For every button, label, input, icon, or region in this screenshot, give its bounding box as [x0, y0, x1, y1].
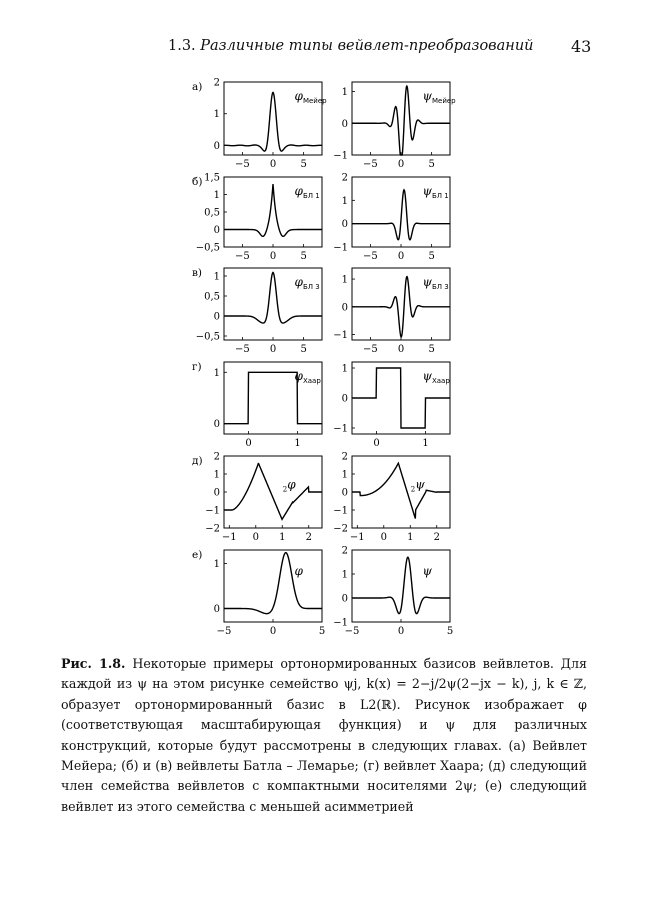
x-tick-label: −5 [363, 159, 378, 170]
row-label: е) [192, 549, 203, 561]
x-tick-label: 5 [428, 344, 435, 355]
plot-panel [333, 268, 450, 355]
y-tick-label: −1 [333, 242, 348, 254]
plot-panel [214, 362, 322, 449]
plot-panel [214, 78, 328, 171]
y-tick-label: 1 [341, 195, 348, 207]
wavelet-curve [224, 553, 322, 614]
plot-frame [224, 550, 322, 622]
x-tick-label: 5 [318, 626, 326, 637]
function-label: $\varphi_{Хаар}$ [294, 369, 321, 385]
x-tick-label: 0 [397, 159, 405, 170]
function-label: $\psi_{Мейер}$ [422, 89, 456, 105]
function-label: $\varphi_{БЛ 1}$ [294, 184, 320, 200]
x-tick-label: 1 [407, 532, 414, 543]
y-tick-label: −1 [333, 617, 348, 629]
row-label: б) [192, 176, 203, 188]
y-tick-label: 1,5 [204, 172, 220, 184]
x-tick-label: 5 [428, 251, 435, 262]
plot-panel [205, 452, 322, 544]
plot-frame [352, 82, 450, 155]
y-tick-label: 2 [341, 172, 348, 184]
x-tick-label: −5 [235, 344, 250, 355]
x-tick-label: 5 [300, 344, 307, 355]
y-tick-label: 0,5 [204, 291, 220, 303]
y-tick-label: 1 [213, 109, 220, 121]
x-tick-label: 0 [397, 626, 405, 637]
y-tick-label: 0 [341, 219, 348, 231]
x-tick-label: 5 [300, 159, 307, 170]
function-label: $_2$φ [282, 477, 296, 494]
wavelet-curve [352, 463, 450, 518]
caption-label: Рис. 1.8. [61, 656, 126, 671]
caption-text: Некоторые примеры ортонормированных базисов вейвлетов. Для каждой из ψ на этом рисунке семейство ψj, k(x) = 2−j/2ψ(2−jx − k), j, k ∈ ℤ, образует ортонормированный базис в L2(ℝ). Рисунок изображает φ (соответствующая масштабирующая функция) и ψ для различных конструкций, которые будут рассмотрены в следующих главах. (а) Вейвлет Мейера; (б) и (в) вейвлеты Батла – Лемарье; (г) вейвлет Хаара; (д) следующий член семейства вейвлетов с компактными носителями 2ψ; (е) следующий вейвлет из этого семейства с меньшей асимметрией [61, 656, 587, 814]
y-tick-label: −1 [333, 329, 348, 341]
x-tick-label: 0 [380, 532, 387, 543]
plot-panel [333, 82, 456, 170]
y-tick-label: −1 [333, 150, 348, 162]
y-tick-label: 2 [213, 77, 220, 89]
y-tick-label: −2 [333, 523, 348, 535]
x-tick-label: 0 [269, 159, 277, 170]
x-tick-label: 5 [428, 159, 435, 170]
y-tick-label: 1 [213, 271, 220, 283]
y-tick-label: −0,5 [195, 331, 220, 343]
y-tick-label: −0,5 [195, 242, 220, 254]
row-label: а) [192, 81, 203, 93]
function-label: ψ [422, 564, 432, 579]
plot-panel [333, 452, 450, 544]
wavelet-curve [352, 557, 450, 613]
plot-panel [333, 546, 453, 638]
y-tick-label: 1 [213, 469, 220, 481]
x-tick-label: 1 [294, 438, 301, 449]
y-tick-label: −1 [333, 505, 348, 517]
x-tick-label: −1 [349, 532, 365, 543]
x-tick-label: 1 [422, 438, 429, 449]
function-label: $\psi_{БЛ 3}$ [422, 275, 449, 291]
x-tick-label: 0 [245, 438, 252, 449]
x-tick-label: −5 [235, 251, 250, 262]
y-tick-label: −1 [205, 505, 220, 517]
plot-panel [333, 173, 450, 263]
row-label: д) [192, 455, 203, 467]
y-tick-label: −2 [205, 523, 220, 535]
y-tick-label: 0 [213, 419, 220, 431]
plot-frame [224, 456, 322, 528]
x-tick-label: 0 [269, 251, 277, 262]
plot-panel [214, 550, 326, 637]
row-label: г) [192, 361, 202, 373]
function-label: $\psi_{Хаар}$ [422, 369, 450, 385]
plot-frame [224, 268, 322, 340]
x-tick-label: −5 [363, 344, 378, 355]
x-tick-label: −5 [363, 251, 378, 262]
y-tick-label: 0 [341, 393, 348, 405]
wavelet-curve [224, 464, 322, 520]
plot-panel [333, 362, 450, 449]
section-title: Различные типы вейвлет-преобразований [200, 38, 534, 54]
y-tick-label: 0 [213, 487, 220, 499]
x-tick-label: 0 [373, 438, 380, 449]
x-tick-label: 5 [300, 251, 307, 262]
y-tick-label: 2 [341, 545, 348, 557]
x-tick-label: −1 [221, 532, 237, 543]
function-label: $\psi_{БЛ 1}$ [422, 184, 449, 200]
y-tick-label: 2 [213, 451, 220, 463]
function-label: $\varphi_{Мейер}$ [294, 89, 327, 105]
section-number: 1.3. [168, 38, 196, 54]
function-label: $\varphi_{БЛ 3}$ [294, 275, 320, 291]
x-tick-label: −5 [344, 626, 360, 637]
y-tick-label: 2 [341, 451, 348, 463]
x-tick-label: 2 [433, 532, 440, 543]
y-tick-label: 0 [341, 593, 348, 605]
x-tick-label: 1 [279, 532, 286, 543]
y-tick-label: 1 [341, 569, 348, 581]
x-tick-label: 0 [397, 251, 405, 262]
y-tick-label: 0 [213, 140, 220, 152]
x-tick-label: 0 [397, 344, 405, 355]
wavelet-curve [224, 272, 322, 323]
y-tick-label: 0 [341, 118, 348, 130]
function-label: $_2$ψ [410, 477, 425, 494]
y-tick-label: 0 [213, 225, 220, 236]
y-tick-label: 1 [213, 559, 220, 570]
x-tick-label: 5 [446, 626, 454, 637]
y-tick-label: 0,5 [204, 207, 220, 219]
y-tick-label: 0 [341, 487, 348, 499]
y-tick-label: −1 [333, 423, 348, 435]
page-number: 43 [571, 37, 592, 56]
y-tick-label: 1 [341, 469, 348, 481]
x-tick-label: 2 [305, 532, 312, 543]
x-tick-label: −5 [216, 626, 232, 637]
x-tick-label: 0 [252, 532, 259, 543]
x-tick-label: 0 [269, 626, 277, 637]
y-tick-label: 1 [213, 190, 220, 201]
y-tick-label: 1 [213, 367, 220, 379]
plot-frame [352, 268, 450, 340]
function-label: φ [294, 564, 303, 579]
x-tick-label: −5 [235, 159, 250, 170]
y-tick-label: 1 [341, 274, 348, 286]
y-tick-label: 0 [341, 302, 348, 314]
figure-caption [61, 654, 587, 817]
y-tick-label: 0 [213, 604, 220, 615]
row-label: в) [192, 267, 203, 279]
x-tick-label: 0 [269, 344, 277, 355]
y-tick-label: 0 [213, 311, 220, 323]
y-tick-label: 1 [341, 87, 348, 99]
plot-panel [196, 268, 322, 355]
y-tick-label: 1 [341, 363, 348, 375]
plot-panel [196, 173, 322, 263]
